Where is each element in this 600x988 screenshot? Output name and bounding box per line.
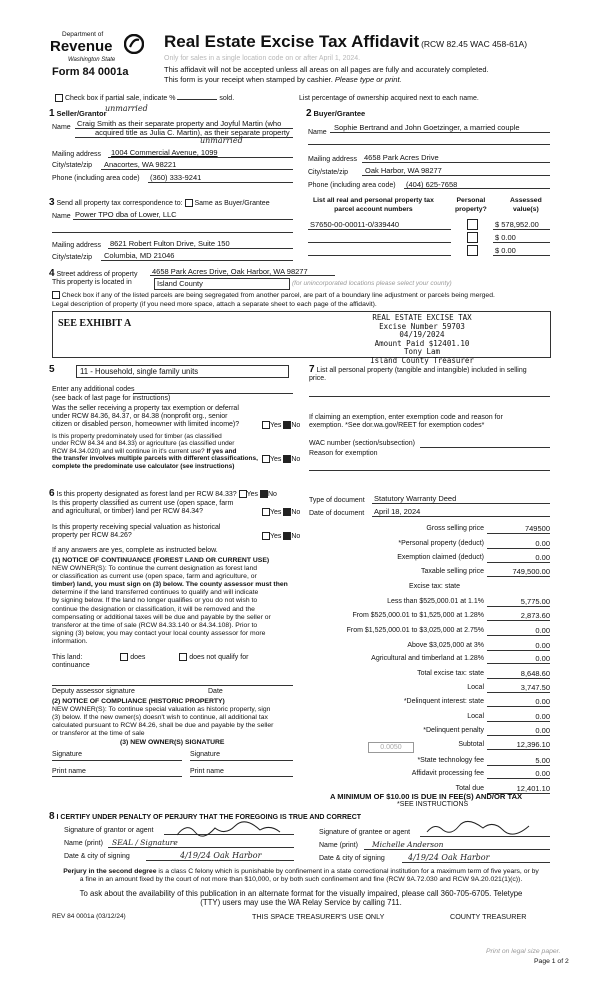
buyer-mail-label: Mailing address	[308, 156, 358, 163]
form-title	[164, 32, 527, 52]
historic-no-checkbox[interactable]	[283, 532, 291, 540]
treasurer-only: THIS SPACE TREASURER'S USE ONLY	[252, 912, 385, 921]
tax-row	[309, 698, 550, 708]
minimum-due: A MINIMUM OF $10.00 IS DUE IN FEE(S) AND/OR TAX	[330, 792, 523, 801]
ownership-note: List percentage of ownership acquired next to each name.	[299, 95, 479, 102]
unincorp-note: (for unincorporated locations please select your county)	[292, 280, 452, 287]
assessed-head: Assessed value(s)	[510, 197, 542, 213]
statute-text: (RCW 82.45 WAC 458-61A)	[421, 39, 528, 49]
tax-row-value: 5.00	[535, 756, 550, 765]
dor-logo	[48, 30, 148, 82]
doc-date-label: Date of document	[309, 510, 365, 517]
perjury-notice: Perjury in the second degree is a class C felony which is punishable by confinement in a state correctional institution for a maximum term of five years, or by a fine in an amount fixed by the court of not more than $10,000, or by both such confinement and fine (RCW 9A.72.030 and RCW 9A.20.021(1)(c)).	[63, 868, 539, 883]
tax-corr-name: Power TPO dba of Lower, LLC	[75, 210, 177, 219]
this-land-row: This land: does does not qualify for	[52, 653, 249, 661]
tax-row-value: 12,401.10	[516, 784, 550, 793]
buyer-heading: 2 Buyer/Grantee	[306, 108, 366, 119]
if-yes-note: If any answers are yes, complete as instructed below.	[52, 547, 218, 554]
buyer-name-label: Name	[308, 129, 327, 136]
treasurer-stamp: REAL ESTATE EXCISE TAX Excise Number 59703 04/19/2024 Amount Paid $12401.10 Tony Lam Island County Treasurer	[370, 313, 474, 365]
timber-no-checkbox[interactable]	[283, 455, 291, 463]
tax-row-value: 0.00	[535, 654, 550, 663]
seller-phone: (360) 333-9241	[150, 173, 202, 182]
tax-row	[309, 525, 550, 535]
exemption-yes-no: Yes No	[262, 421, 300, 429]
seller-mail-label: Mailing address	[52, 151, 102, 158]
timber-question: Is this property predominately used for timber (as classified under RCW 84.34 and 84.33) or agriculture (as classified under RCW 84.34.020) and will continue in it's current use? If yes and the transfer involves multiple parcels with different classifications, complete the predominate use calculator (see instructions)	[52, 433, 258, 470]
tax-row	[309, 583, 550, 593]
dept-line3: Washington State	[68, 57, 116, 63]
new-owner-sig-head: (3) NEW OWNER(S) SIGNATURE	[120, 739, 225, 746]
tax-row	[309, 713, 550, 723]
parcel-1: S7650-00-00011-0/339440	[310, 220, 400, 229]
buyer-phone: (404) 625-7658	[406, 180, 458, 189]
tax-row-label: Affidavit processing fee	[411, 770, 484, 777]
parcels-head: List all real and personal property tax parcel account numbers	[313, 197, 434, 213]
tax-row-value: 749,500.00	[512, 567, 550, 576]
grantee-sig-label: Signature of grantee or agent	[319, 829, 411, 836]
sig-label-2: Signature	[190, 751, 220, 758]
seller-name-line2: acquired title as Julia C. Martin), as their separate property	[95, 128, 290, 137]
seller-heading: 1 Seller/Grantor	[49, 108, 107, 119]
assessed-value-3: $ 0.00	[495, 246, 516, 255]
street-value: 4658 Park Acres Drive, Oak Harbor, WA 98277	[152, 267, 308, 276]
timber-yes-no: Yes No	[262, 455, 300, 463]
personal-checkbox-1[interactable]	[467, 219, 478, 230]
grantee-name-hand: Michelle Anderson	[372, 840, 444, 849]
historic-yes-checkbox[interactable]	[262, 532, 270, 540]
print-name-label-2: Print name	[190, 768, 224, 775]
personal-checkbox-2[interactable]	[467, 232, 478, 243]
tax-row-label: From $525,000.01 to $1,525,000 at 1.28%	[352, 612, 484, 619]
tax-row-value: 0.00	[535, 641, 550, 650]
tax-corr-mail: 8621 Robert Fulton Drive, Suite 150	[110, 239, 230, 248]
tax-corr-heading: 3 Send all property tax correspondence to: Same as Buyer/Grantee	[49, 197, 270, 208]
tax-row-label: *Delinquent penalty	[423, 727, 484, 734]
tax-corr-city-label: City/state/zip	[52, 254, 93, 261]
current-use-yes-no: Yes No	[262, 508, 300, 516]
tax-row-label: *Delinquent interest: state	[403, 698, 484, 705]
grantor-date-hand: 4/19/24 Oak Harbor	[180, 851, 262, 860]
header-gray-note: Only for sales in a single location code on or after April 1, 2024.	[164, 55, 361, 62]
buyer-mail: 4658 Park Acres Drive	[364, 153, 439, 162]
tax-row-value: 0.00	[535, 697, 550, 706]
personal-head: Personal property?	[455, 197, 487, 213]
tax-row	[309, 568, 550, 578]
tax-row-value: 0.00	[535, 553, 550, 562]
current-use-no-checkbox[interactable]	[283, 508, 291, 516]
accessibility-notice: To ask about the availability of this publication in an alternate format for the visually impaired, please call 360-705-6705. Teletype (TTY) users may use the WA Relay Service by calling 711.	[79, 889, 523, 908]
current-use-yes-checkbox[interactable]	[262, 508, 270, 516]
partial-sale: Check box if partial sale, indicate % sold.	[55, 94, 234, 102]
forest-no-checkbox[interactable]	[260, 490, 268, 498]
legal-label: Legal description of property (if you need more space, attach a separate sheet to each page of the affidavit).	[52, 301, 377, 308]
deputy-sig-label: Deputy assessor signature	[52, 688, 135, 695]
historic-question: Is this property receiving special valuation as historical property per RCW 84.26?	[52, 524, 221, 539]
tax-row	[309, 670, 550, 680]
grantor-name-hand: SEAL / Signature	[112, 838, 178, 847]
tax-row-label: *State technology fee	[417, 757, 484, 764]
grantee-name-label: Name (print)	[319, 842, 358, 849]
seller-city: Anacortes, WA 98221	[104, 160, 177, 169]
tax-row-value: 0.00	[535, 539, 550, 548]
tax-row-label: Excise tax: state	[409, 583, 460, 590]
does-checkbox[interactable]	[120, 653, 128, 661]
header-note2: This affidavit will not be accepted unless all areas on all pages are fully and accurately completed.	[164, 65, 489, 74]
tax-row-label: Less than $525,000.01 at 1.1%	[387, 598, 484, 605]
tax-row	[309, 540, 550, 550]
tax-row-label: Local	[467, 684, 484, 691]
grantee-signature-scribble	[425, 818, 535, 840]
tax-corr-city: Columbia, MD 21046	[104, 251, 175, 260]
same-as-buyer-checkbox[interactable]	[185, 199, 193, 207]
current-use-question: Is this property classified as current use (open space, farm and agricultural, or timber) land per RCW 84.34?	[52, 500, 234, 515]
exemption-claim: If claiming an exemption, enter exemption code and reason for exemption. *See dor.wa.gov/REET for exemption codes*	[309, 414, 503, 429]
tax-row-label: Taxable selling price	[420, 568, 484, 575]
tax-corr-name-label: Name	[52, 213, 71, 220]
tax-row	[309, 727, 550, 737]
assessed-value-2: $ 0.00	[495, 233, 516, 242]
seller-phone-label: Phone (including area code)	[52, 175, 140, 182]
tax-row-value: 749500	[524, 524, 550, 533]
street-label: 4 Street address of property	[49, 268, 138, 279]
tax-row	[309, 598, 550, 608]
continuance-label: continuance	[52, 662, 90, 669]
tax-row-label: Exemption claimed (deduct)	[397, 554, 484, 561]
tax-row-label: From $1,525,000.01 to $3,025,000 at 2.75%	[346, 627, 484, 634]
see-instructions: *SEE INSTRUCTIONS	[397, 801, 469, 808]
reason-label: Reason for exemption	[309, 450, 378, 457]
exemption-yes-checkbox[interactable]	[262, 421, 270, 429]
grantee-date-hand: 4/19/24 Oak Harbor	[408, 853, 490, 862]
tax-row	[309, 684, 550, 694]
tax-row-value: 0.00	[535, 712, 550, 721]
buyer-phone-label: Phone (including area code)	[308, 182, 396, 189]
seller-name-label: Name	[52, 124, 71, 131]
tax-row-label: Subtotal	[458, 741, 484, 748]
tax-row	[309, 612, 550, 622]
forest-yes-checkbox[interactable]	[239, 490, 247, 498]
compliance-notice: (2) NOTICE OF COMPLIANCE (HISTORIC PROPERTY) NEW OWNER(S): To continue special valuation as historic property, sign (3) below. If the new owner(s) doesn't wish to continue, all additional tax calculated pursuant to RCW 84.26, shall be due and payable by the seller or transferor at the time of sale	[52, 698, 274, 738]
seller-hand-note-2: unmarried	[200, 136, 243, 145]
tax-row-label: Agricultural and timberland at 1.28%	[371, 655, 484, 662]
dept-line1: Department of	[62, 31, 104, 38]
tax-row	[309, 655, 550, 665]
sig-label-1: Signature	[52, 751, 82, 758]
form-number: Form 84 0001a	[52, 66, 129, 78]
county-treasurer: COUNTY TREASURER	[450, 912, 527, 921]
tax-row-label: *Personal property (deduct)	[398, 540, 484, 547]
seller-city-label: City/state/zip	[52, 162, 93, 169]
tax-row	[309, 770, 550, 780]
header-note3b: Please type or print.	[334, 75, 402, 84]
legal-description: SEE EXHIBIT A	[58, 318, 132, 329]
grantee-date-label: Date & city of signing	[319, 855, 385, 862]
timber-yes-checkbox[interactable]	[262, 455, 270, 463]
seller-hand-note-1: unmarried	[105, 104, 148, 113]
tax-row-value: 12,396.10	[516, 740, 550, 749]
legal-paper-note: Print on legal size paper.	[486, 948, 561, 955]
tax-row-value: 0.00	[535, 626, 550, 635]
partial-sale-checkbox[interactable]	[55, 94, 63, 102]
deputy-date-label: Date	[208, 688, 223, 695]
exemption-question: Was the seller receiving a property tax exemption or deferral under RCW 84.36, 84.37, or 84.38 (nonprofit org., senior citizen or disabled person, homeowner with limited income)?	[52, 405, 240, 428]
forest-question: 6 Is this property designated as forest land per RCW 84.33? Yes No	[49, 488, 277, 499]
continuance-notice: (1) NOTICE OF CONTINUANCE (FOREST LAND OR CURRENT USE) NEW OWNER(S): To continue the current designation as forest land or classification as current use (open space, farm and agriculture, or timber) land, you must sign on (3) below. The county assessor must then determine if the land transferred continues to qualify and will indicate by signing below. If the land no longer qualifies or you do not wish to continue the designation or classification, it will be removed and the compensating or additional taxes will be due and payable by the seller or transferor at the time of sale (RCW 84.33.140 or 84.34.108). Prior to signing (3) below, you may contact your local county assessor for more information.	[52, 557, 288, 645]
logo-mark-icon	[124, 34, 144, 54]
buyer-city: Oak Harbor, WA 98277	[365, 166, 442, 175]
located-label: This property is located in	[52, 279, 132, 286]
grantor-date-label: Date & city of signing	[64, 853, 130, 860]
historic-yes-no: Yes No	[262, 532, 300, 540]
rev-number: REV 84 0001a (03/12/24)	[52, 913, 126, 920]
seller-mail: 1004 Commercial Avenue, 1099	[111, 148, 218, 157]
seller-name-line1: Craig Smith as their separate property and Joyful Martin (who	[77, 119, 282, 128]
header-note3: This form is your receipt when stamped by cashier. Please type or print.	[164, 75, 402, 84]
use-code-select[interactable]: 11 - Household, single family units	[76, 365, 289, 378]
doc-type: Statutory Warranty Deed	[374, 494, 457, 503]
tax-row-label: Total excise tax: state	[417, 670, 484, 677]
tax-row-label: Local	[467, 713, 484, 720]
tax-row-value: 8,648.60	[520, 669, 550, 678]
additional-codes-label: Enter any additional codes	[52, 386, 135, 393]
tax-row-value: 0.00	[535, 769, 550, 778]
tax-row-value: 2,873.60	[520, 611, 550, 620]
tax-row-value: 3,747.50	[520, 683, 550, 692]
buyer-city-label: City/state/zip	[308, 169, 349, 176]
tax-row	[309, 627, 550, 637]
tax-row-value: 0.00	[535, 726, 550, 735]
personal-checkbox-3[interactable]	[467, 245, 478, 256]
exemption-no-checkbox[interactable]	[283, 421, 291, 429]
doc-date: April 18, 2024	[374, 507, 421, 516]
grantor-sig-label: Signature of grantor or agent	[64, 827, 154, 834]
title-text: Real Estate Excise Tax Affidavit	[164, 32, 420, 51]
buyer-name: Sophie Bertrand and John Goetzinger, a married couple	[334, 123, 520, 132]
doc-type-label: Type of document	[309, 497, 365, 504]
tax-row-label: Gross selling price	[426, 525, 484, 532]
page-number: Page 1 of 2	[534, 958, 569, 965]
see-back: (see back of last page for instructions)	[52, 395, 171, 402]
tax-row-value: 5,775.00	[520, 597, 550, 606]
tax-corr-mail-label: Mailing address	[52, 242, 102, 249]
grantor-name-label: Name (print)	[64, 840, 103, 847]
assessed-value-1: $ 578,952.00	[495, 220, 539, 229]
tax-row	[309, 741, 550, 751]
sec7-text: 7 List all personal property (tangible and intangible) included in selling price.	[309, 364, 527, 382]
county-select[interactable]: Island County	[154, 278, 290, 290]
sec5-number: 5	[49, 364, 55, 375]
dept-line2: Revenue	[50, 38, 113, 55]
tax-row-label: Above $3,025,000 at 3%	[407, 642, 484, 649]
does-not-checkbox[interactable]	[179, 653, 187, 661]
local-rate: 0.0050	[368, 742, 414, 753]
tax-row-label: Total due	[455, 785, 484, 792]
segregated-checkbox[interactable]	[52, 291, 60, 299]
tax-row	[309, 642, 550, 652]
wac-label: WAC number (section/subsection)	[309, 440, 415, 447]
grantor-signature-scribble	[175, 820, 285, 842]
segregated-row: Check box if any of the listed parcels are being segregated from another parcel, are part of a boundary line adjustment or parcels being merged.	[52, 291, 495, 299]
print-name-label-1: Print name	[52, 768, 86, 775]
tax-row	[309, 554, 550, 564]
tax-row	[309, 757, 550, 767]
certify-heading: 8 I CERTIFY UNDER PENALTY OF PERJURY THAT THE FOREGOING IS TRUE AND CORRECT	[49, 811, 362, 822]
